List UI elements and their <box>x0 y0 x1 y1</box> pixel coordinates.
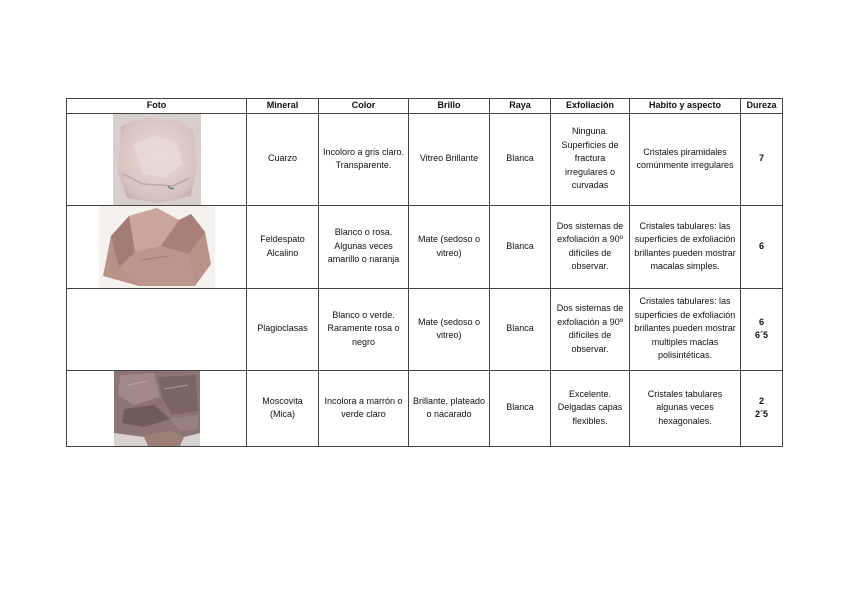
habito-cell: Cristales tabulares: las superficies de exfoliación brillantes pueden mostrar macalas simples. <box>630 205 741 288</box>
header-raya: Raya <box>490 99 551 114</box>
mineral-name: Feldespato Alcalino <box>247 205 319 288</box>
exfoliacion-cell: Dos sistemas de exfoliación a 90º difíciles de observar. <box>551 205 630 288</box>
header-mineral: Mineral <box>247 99 319 114</box>
header-dureza: Dureza <box>741 99 783 114</box>
color-cell: Incolora a marrón o verde claro <box>319 370 409 446</box>
minerals-table <box>66 98 783 447</box>
exfoliacion-cell: Dos sistemas de exfoliación a 90º difíciles de observar. <box>551 288 630 370</box>
mineral-name: Moscovita (Mica) <box>247 370 319 446</box>
dureza-cell: 2 2´5 <box>741 370 783 446</box>
photo-cell <box>67 205 247 288</box>
habito-cell: Cristales tabulares algunas veces hexagonales. <box>630 370 741 446</box>
color-cell: Incoloro a gris claro. Transparente. <box>319 113 409 205</box>
brillo-cell: Vitreo Brillante <box>409 113 490 205</box>
header-foto: Foto <box>67 99 247 114</box>
photo-cell <box>67 288 247 370</box>
table-row-plagioclasas <box>67 288 783 370</box>
raya-cell: Blanca <box>490 370 551 446</box>
raya-cell: Blanca <box>490 288 551 370</box>
brillo-cell: Mate (sedoso o vitreo) <box>409 288 490 370</box>
table-row-feldespato <box>67 205 783 288</box>
exfoliacion-cell: Ninguna. Superficies de fractura irregulares o curvadas <box>551 113 630 205</box>
table-row-moscovita <box>67 370 783 446</box>
photo-cell <box>67 370 247 446</box>
header-brillo: Brillo <box>409 99 490 114</box>
brillo-cell: Brillante, plateado o nacarado <box>409 370 490 446</box>
quartz-photo <box>113 114 201 205</box>
mineral-name: Plagioclasas <box>247 288 319 370</box>
feldspar-photo <box>99 206 215 288</box>
exfoliacion-cell: Excelente. Delgadas capas flexibles. <box>551 370 630 446</box>
brillo-cell: Mate (sedoso o vitreo) <box>409 205 490 288</box>
dureza-cell: 6 <box>741 205 783 288</box>
mineral-name: Cuarzo <box>247 113 319 205</box>
color-cell: Blanco o verde. Raramente rosa o negro <box>319 288 409 370</box>
raya-cell: Blanca <box>490 113 551 205</box>
habito-cell: Cristales tabulares: las superficies de exfoliación brillantes pueden mostrar multiples maclas polisintéticas. <box>630 288 741 370</box>
color-cell: Blanco o rosa. Algunas veces amarillo o naranja <box>319 205 409 288</box>
habito-cell: Cristales piramidales comúnmente irregulares <box>630 113 741 205</box>
dureza-cell: 6 6´5 <box>741 288 783 370</box>
header-row <box>67 99 783 114</box>
photo-cell <box>67 113 247 205</box>
raya-cell: Blanca <box>490 205 551 288</box>
dureza-cell: 7 <box>741 113 783 205</box>
header-color: Color <box>319 99 409 114</box>
header-habito: Habito y aspecto <box>630 99 741 114</box>
muscovite-photo <box>114 371 200 446</box>
header-exfoliacion: Exfoliación <box>551 99 630 114</box>
table-row-cuarzo <box>67 113 783 205</box>
